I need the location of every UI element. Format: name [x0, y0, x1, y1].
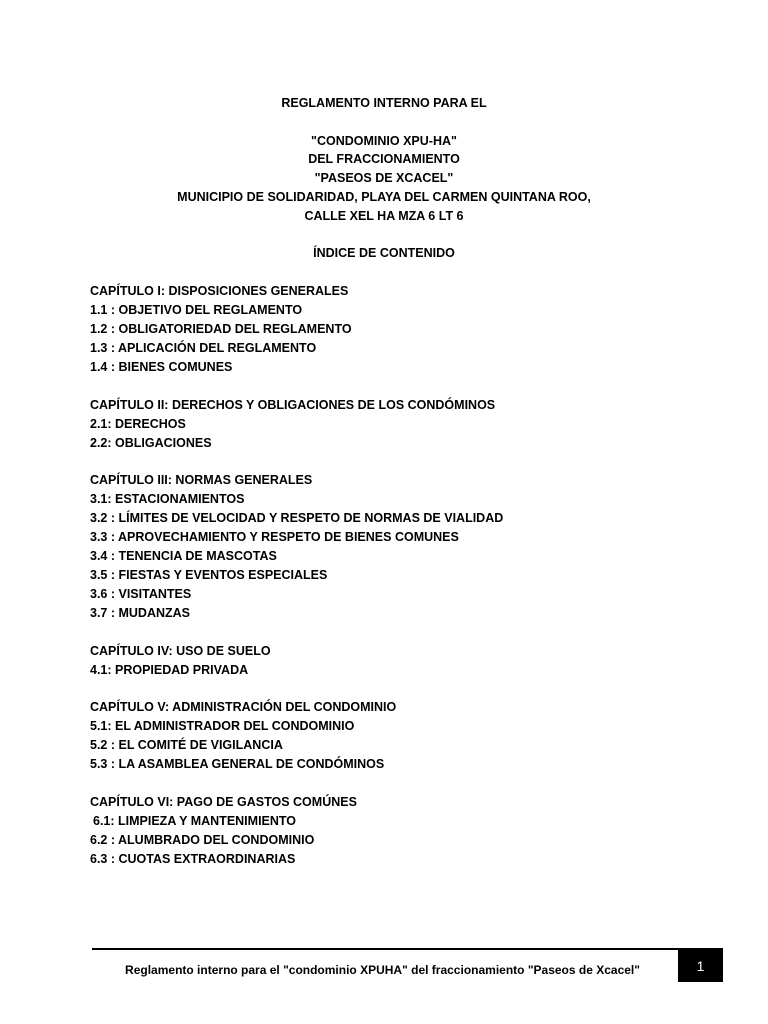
toc-item: 1.4 : BIENES COMUNES — [90, 360, 233, 374]
toc-item: 3.4 : TENENCIA DE MASCOTAS — [90, 549, 277, 563]
toc-item: 3.7 : MUDANZAS — [90, 606, 191, 620]
toc-chapter-title: CAPÍTULO VI: PAGO DE GASTOS COMÚNES — [90, 794, 357, 809]
header-fraccionamiento-name: "PASEOS DE XCACEL" — [314, 171, 454, 186]
toc-item: 3.5 : FIESTAS Y EVENTOS ESPECIALES — [90, 568, 328, 582]
toc-item: 4.1: PROPIEDAD PRIVADA — [90, 662, 249, 677]
toc-chapter-title: CAPÍTULO I: DISPOSICIONES GENERALES — [90, 284, 349, 298]
header-condominio-name: "CONDOMINIO XPU-HA" — [311, 133, 457, 148]
header-address: CALLE XEL HA MZA 6 LT 6 — [304, 208, 464, 223]
toc-chapter-1 — [90, 282, 730, 377]
toc-item: 6.1: LIMPIEZA Y MANTENIMIENTO — [93, 813, 297, 828]
footer-text: Reglamento interno para el "condominio XPUHA" del fraccionamiento "Paseos de Xcacel" — [125, 963, 640, 977]
index-title: ÍNDICE DE CONTENIDO — [313, 246, 455, 261]
header-municipio: MUNICIPIO DE SOLIDARIDAD, PLAYA DEL CARMEN QUINTANA ROO, — [177, 189, 591, 204]
toc-item: 3.2 : LÍMITES DE VELOCIDAD Y RESPETO DE NORMAS DE VIALIDAD — [90, 511, 504, 525]
toc-item: 5.1: EL ADMINISTRADOR DEL CONDOMINIO — [90, 719, 355, 733]
toc-chapter-title: CAPÍTULO V: ADMINISTRACIÓN DEL CONDOMINIO — [90, 700, 397, 714]
toc-item: 6.3 : CUOTAS EXTRAORDINARIAS — [90, 851, 296, 866]
toc-chapter-title: CAPÍTULO IV: USO DE SUELO — [90, 643, 271, 658]
header-title-line: REGLAMENTO INTERNO PARA EL — [281, 96, 487, 110]
toc-chapter-4 — [90, 642, 730, 680]
toc-item: 5.3 : LA ASAMBLEA GENERAL DE CONDÓMINOS — [90, 757, 385, 771]
toc-item: 2.1: DERECHOS — [90, 416, 186, 431]
toc-item: 3.3 : APROVECHAMIENTO Y RESPETO DE BIENES COMUNES — [90, 530, 459, 544]
toc-chapter-3 — [90, 471, 730, 623]
footer-divider — [92, 948, 723, 950]
table-of-contents — [90, 282, 730, 887]
toc-item: 1.1 : OBJETIVO DEL REGLAMENTO — [90, 303, 303, 317]
toc-chapter-title: CAPÍTULO II: DERECHOS Y OBLIGACIONES DE LOS CONDÓMINOS — [90, 397, 496, 412]
toc-item: 5.2 : EL COMITÉ DE VIGILANCIA — [90, 738, 283, 752]
toc-item: 3.1: ESTACIONAMIENTOS — [90, 492, 245, 506]
toc-item: 6.2 : ALUMBRADO DEL CONDOMINIO — [90, 832, 315, 847]
toc-chapter-title: CAPÍTULO III: NORMAS GENERALES — [90, 473, 313, 487]
toc-chapter-5 — [90, 698, 730, 774]
toc-chapter-6 — [90, 793, 730, 869]
document-header — [0, 94, 768, 263]
toc-item: 3.6 : VISITANTES — [90, 587, 192, 601]
header-fraccionamiento-label: DEL FRACCIONAMIENTO — [308, 152, 460, 167]
toc-chapter-2 — [90, 396, 730, 453]
toc-item: 1.3 : APLICACIÓN DEL REGLAMENTO — [90, 341, 317, 355]
toc-item: 2.2: OBLIGACIONES — [90, 435, 212, 450]
toc-item: 1.2 : OBLIGATORIEDAD DEL REGLAMENTO — [90, 322, 352, 336]
page-number: 1 — [678, 950, 723, 982]
